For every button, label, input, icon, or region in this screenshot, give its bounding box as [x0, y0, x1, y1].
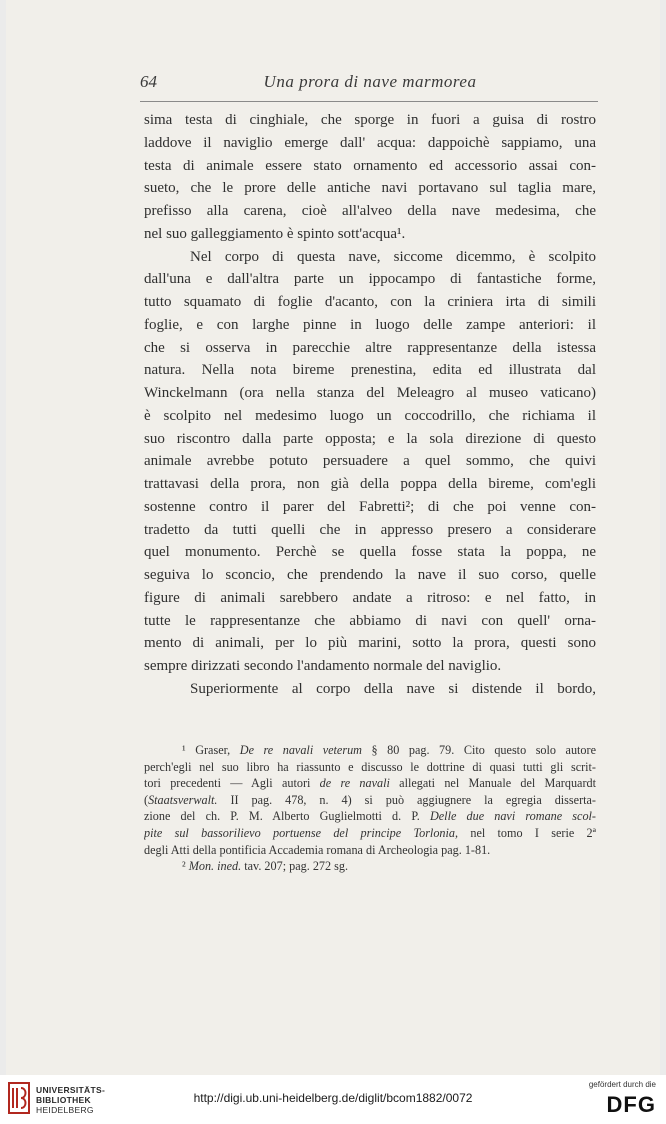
page-number: 64: [140, 72, 157, 91]
text-line: laddove il naviglio emerge dall' acqua: dappoichè sappiamo, una: [144, 134, 596, 151]
text-line: mento di animali, per lo più marini, sotto la prora, questi sono: [144, 635, 596, 652]
body-text: [144, 109, 596, 701]
text-line: animale avrebbe potuto persuadere a quel sommo, che quivi: [144, 453, 596, 470]
permalink-url[interactable]: http://digi.ub.uni-heidelberg.de/diglit/bcom1882/0072: [193, 1091, 473, 1105]
text-line: trattavasi della prora, non già della poppa della bireme, com'egli: [144, 476, 596, 492]
footnote-line: (Staatsverwalt. II pag. 478, n. 4) si può aggiugnere la egregia disserta-: [144, 792, 596, 807]
text-line: sima testa di cinghiale, che sporge in fuori a guisa di rostro: [144, 112, 596, 128]
text-line: tradetto da tutti quelli che in appresso presero a considerare: [144, 521, 596, 538]
footnote-line: pite sul bassorilievo portuense del principe Torlonia, nel tomo I serie 2ª: [144, 825, 596, 840]
text-line: quel monumento. Perchè se quella fosse stata la poppa, ne: [144, 544, 596, 561]
running-title: Una prora di nave marmorea: [263, 72, 477, 91]
funding-label: gefördert durch die: [588, 1080, 656, 1089]
text-line: testa di animale essere stato ornamento ed accessorio assai con-: [144, 157, 596, 174]
funding-notice: [589, 1080, 656, 1118]
footnote-line: ² Mon. ined. tav. 207; pag. 272 sg.: [182, 859, 349, 874]
text-line: figure di animali sarebbero andate a ritroso: e nel fatto, in: [144, 589, 596, 606]
footnote-line: ¹ Graser, De re navali veterum § 80 pag. 79. Cito questo solo autore: [182, 743, 596, 757]
text-line: seguiva lo sconcio, che prendendo la nave il suo corso, quelle: [144, 567, 596, 583]
text-line: dall'una e dall'altra parte un ippocampo di fantastiche forme,: [144, 271, 596, 288]
footnotes: [144, 742, 596, 875]
text-line: nel suo galleggiamento è spinto sott'acqua¹.: [144, 225, 406, 242]
page-header: [140, 72, 600, 94]
footnote-line: tori precedenti — Agli autori de re navali allegati nel Manuale del Marquardt: [144, 776, 596, 791]
text-line: Winckelmann (ora nella stanza del Meleagro al museo vaticano): [144, 385, 596, 401]
text-line: Superiormente al corpo della nave si distende il bordo,: [190, 680, 596, 697]
library-name[interactable]: UNIVERSITÄTS- BIBLIOTHEK HEIDELBERG: [36, 1085, 106, 1115]
text-line: tutte le rappresentanze che abbiamo di navi con quell' orna-: [144, 612, 596, 629]
text-line: è scolpito nel medesimo luogo un coccodrillo, che richiama il: [144, 407, 596, 424]
text-line: che si osserva in parecchie altre rappresentanze della istessa: [144, 339, 596, 356]
text-line: natura. Nella nota bireme prenestina, edita ed illustrata dal: [144, 362, 596, 379]
text-line: Nel corpo di questa nave, siccome dicemmo, è scolpito: [190, 248, 596, 265]
text-line: suo riscontro dalla parte opposta; e la sola direzione di questo: [144, 430, 596, 447]
header-rule: [140, 101, 598, 102]
text-line: prefisso alla carena, cioè all'alveo della nave medesima, che: [144, 203, 596, 219]
footnote-line: degli Atti della pontificia Accademia romana di Archeologia pag. 1-81.: [144, 842, 491, 857]
text-line: sueto, che le prore delle antiche navi portavano sul taglia mare,: [144, 180, 596, 197]
text-line: foglie, e con larghe pinne in luogo delle zampe anteriori: il: [144, 316, 596, 333]
text-line: sempre dirizzati secondo l'andamento normale del naviglio.: [144, 658, 502, 674]
text-line: sostenne contro il parer del Fabretti²; di che poi venne con-: [144, 498, 596, 515]
footnote-line: zione del ch. P. M. Alberto Guglielmotti d. P. Delle due navi romane scol-: [144, 809, 596, 824]
text-line: tutto squamato di foglie d'acanto, con la criniera irta di simili: [144, 294, 596, 310]
dfg-logo-icon[interactable]: DFG: [606, 1092, 656, 1117]
footnote-line: perch'egli nel suo libro ha riassunto e discusso le dottrine di quasi tutti gli scrit-: [144, 759, 596, 774]
